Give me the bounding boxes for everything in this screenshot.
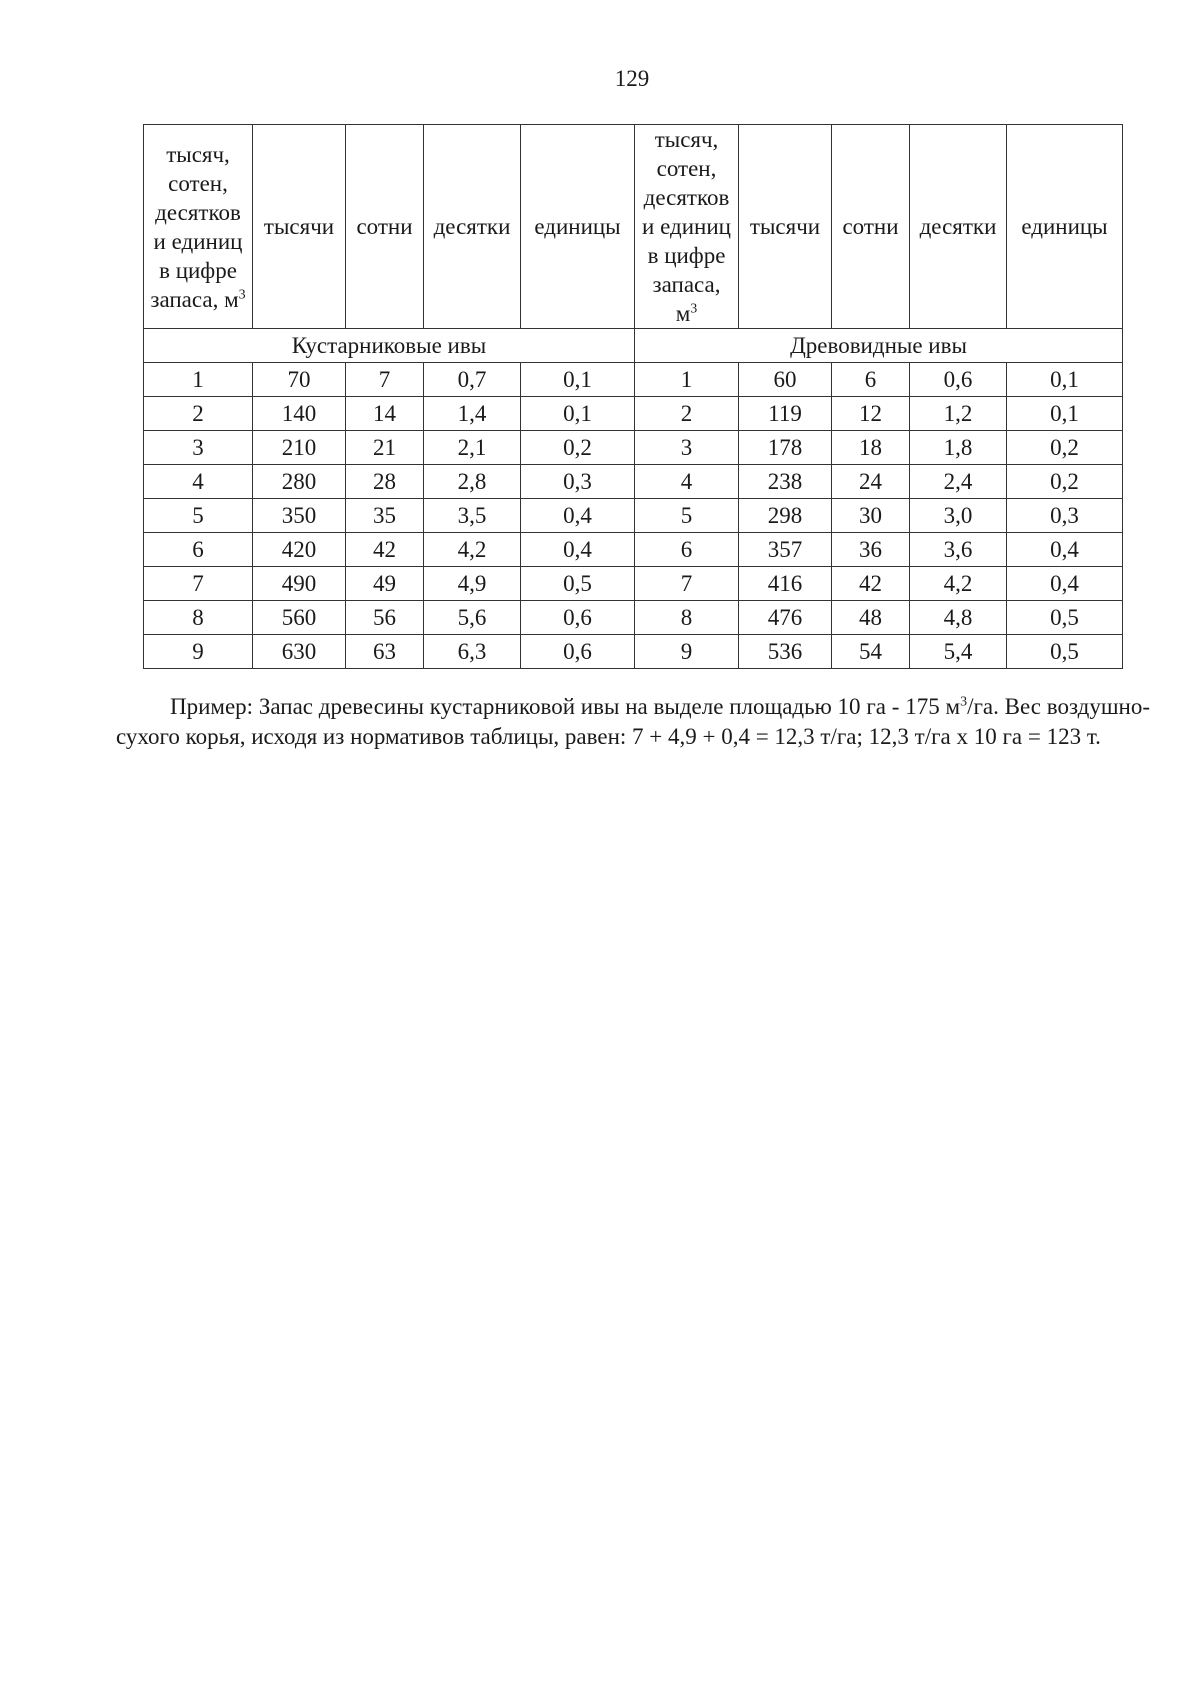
cell-left-units: 0,4 [521, 533, 635, 567]
cell-right-hundreds: 24 [832, 465, 910, 499]
cell-right-stock-digit: 3 [635, 431, 739, 465]
bark-yield-table [143, 124, 1123, 669]
section-tree-willows: Древовидные ивы [635, 329, 1123, 363]
cell-right-thousands: 298 [739, 499, 832, 533]
header-line: и единиц [642, 214, 731, 239]
table-row [144, 363, 1123, 397]
cell-left-units: 0,5 [521, 567, 635, 601]
cell-right-thousands: 238 [739, 465, 832, 499]
header-units-left: единицы [521, 125, 635, 329]
cell-right-thousands: 476 [739, 601, 832, 635]
cell-left-thousands: 350 [253, 499, 346, 533]
cubic-exponent: 3 [690, 301, 698, 317]
header-line: запаса, [652, 272, 721, 297]
cell-left-hundreds: 56 [346, 601, 424, 635]
cell-left-hundreds: 28 [346, 465, 424, 499]
header-thousands-right: тысячи [739, 125, 832, 329]
cell-left-units: 0,2 [521, 431, 635, 465]
table-row [144, 431, 1123, 465]
cell-right-units: 0,5 [1007, 635, 1123, 669]
header-line: тысяч, [654, 127, 719, 152]
cell-left-tens: 5,6 [424, 601, 521, 635]
cell-left-hundreds: 21 [346, 431, 424, 465]
header-hundreds-right: сотни [832, 125, 910, 329]
cell-left-thousands: 630 [253, 635, 346, 669]
page-number: 129 [614, 66, 650, 91]
cell-right-stock-digit: 5 [635, 499, 739, 533]
cell-left-hundreds: 14 [346, 397, 424, 431]
header-line: запаса, м [150, 286, 239, 312]
cell-left-tens: 4,2 [424, 533, 521, 567]
cubic-exponent: 3 [960, 694, 968, 710]
cell-right-hundreds: 30 [832, 499, 910, 533]
cell-left-stock-digit: 9 [144, 635, 253, 669]
table-row [144, 397, 1123, 431]
cell-right-tens: 4,8 [910, 601, 1007, 635]
cell-right-units: 0,2 [1007, 465, 1123, 499]
section-row [144, 329, 1123, 363]
header-units-right: единицы [1007, 125, 1123, 329]
table-row [144, 465, 1123, 499]
cell-left-stock-digit: 4 [144, 465, 253, 499]
cell-right-stock-digit: 8 [635, 601, 739, 635]
header-thousands-left: тысячи [253, 125, 346, 329]
cubic-exponent: 3 [238, 286, 246, 302]
header-line: сотен, [168, 170, 228, 196]
cell-right-thousands: 60 [739, 363, 832, 397]
header-line: десятков [155, 199, 241, 225]
cell-right-tens: 3,6 [910, 533, 1007, 567]
cell-left-tens: 6,3 [424, 635, 521, 669]
header-tens-right: десятки [910, 125, 1007, 329]
cell-left-units: 0,4 [521, 499, 635, 533]
cell-right-units: 0,4 [1007, 533, 1123, 567]
header-tens-left: десятки [424, 125, 521, 329]
cell-right-stock-digit: 9 [635, 635, 739, 669]
cell-right-hundreds: 12 [832, 397, 910, 431]
cell-right-tens: 5,4 [910, 635, 1007, 669]
table-row [144, 601, 1123, 635]
cell-left-thousands: 70 [253, 363, 346, 397]
cell-left-hundreds: 42 [346, 533, 424, 567]
header-line: в цифре [647, 243, 726, 268]
header-line: сотен, [656, 156, 717, 181]
cell-right-hundreds: 48 [832, 601, 910, 635]
table-row [144, 567, 1123, 601]
cell-right-hundreds: 6 [832, 363, 910, 397]
cell-right-hundreds: 18 [832, 431, 910, 465]
table-header-row [144, 125, 1123, 329]
cell-right-units: 0,2 [1007, 431, 1123, 465]
cell-left-units: 0,6 [521, 635, 635, 669]
cell-left-stock-digit: 2 [144, 397, 253, 431]
table-body [144, 363, 1123, 669]
cell-right-stock-digit: 1 [635, 363, 739, 397]
cell-right-tens: 4,2 [910, 567, 1007, 601]
cell-right-units: 0,4 [1007, 567, 1123, 601]
cell-right-thousands: 178 [739, 431, 832, 465]
cell-left-thousands: 210 [253, 431, 346, 465]
table-row [144, 533, 1123, 567]
table-row [144, 499, 1123, 533]
cell-left-thousands: 420 [253, 533, 346, 567]
cell-right-stock-digit: 2 [635, 397, 739, 431]
cell-left-thousands: 560 [253, 601, 346, 635]
header-stock-digits-right [635, 125, 739, 329]
header-stock-digits-left [144, 125, 253, 329]
example-text: Пример: Запас древесины кустарниковой ивы на выделе площадью 10 га - 175 м [170, 694, 961, 719]
cell-left-tens: 3,5 [424, 499, 521, 533]
cell-right-thousands: 536 [739, 635, 832, 669]
cell-right-thousands: 357 [739, 533, 832, 567]
cell-right-tens: 0,6 [910, 363, 1007, 397]
cell-left-stock-digit: 3 [144, 431, 253, 465]
cell-left-stock-digit: 5 [144, 499, 253, 533]
header-hundreds-left: сотни [346, 125, 424, 329]
cell-right-thousands: 119 [739, 397, 832, 431]
cell-right-stock-digit: 4 [635, 465, 739, 499]
cell-right-thousands: 416 [739, 567, 832, 601]
section-shrub-willows: Кустарниковые ивы [144, 329, 635, 363]
cell-left-units: 0,6 [521, 601, 635, 635]
cell-right-tens: 2,4 [910, 465, 1007, 499]
cell-right-tens: 3,0 [910, 499, 1007, 533]
cell-left-tens: 2,8 [424, 465, 521, 499]
cell-left-thousands: 140 [253, 397, 346, 431]
cell-left-hundreds: 7 [346, 363, 424, 397]
cell-left-units: 0,1 [521, 397, 635, 431]
cell-left-tens: 1,4 [424, 397, 521, 431]
cell-left-tens: 0,7 [424, 363, 521, 397]
header-line: м [675, 301, 691, 326]
cell-right-units: 0,1 [1007, 397, 1123, 431]
cell-right-tens: 1,8 [910, 431, 1007, 465]
cell-left-stock-digit: 8 [144, 601, 253, 635]
cell-left-thousands: 280 [253, 465, 346, 499]
cell-left-hundreds: 63 [346, 635, 424, 669]
cell-left-stock-digit: 1 [144, 363, 253, 397]
cell-right-hundreds: 54 [832, 635, 910, 669]
cell-left-hundreds: 49 [346, 567, 424, 601]
cell-left-stock-digit: 7 [144, 567, 253, 601]
cell-right-units: 0,5 [1007, 601, 1123, 635]
cell-right-stock-digit: 6 [635, 533, 739, 567]
cell-left-units: 0,3 [521, 465, 635, 499]
cell-right-stock-digit: 7 [635, 567, 739, 601]
header-line: тысяч, [166, 141, 230, 167]
cell-right-tens: 1,2 [910, 397, 1007, 431]
cell-left-units: 0,1 [521, 363, 635, 397]
example-text-continued: /га. Вес воздушно-сухого корья, исходя из нормативов таблицы, равен: 7 + 4,9 + 0,4 = 12,3 т/га; 12,3 т/га х 10 га = 123 т. [116, 694, 1150, 749]
cell-right-units: 0,3 [1007, 499, 1123, 533]
cell-left-stock-digit: 6 [144, 533, 253, 567]
cell-right-hundreds: 42 [832, 567, 910, 601]
cell-left-hundreds: 35 [346, 499, 424, 533]
cell-left-tens: 2,1 [424, 431, 521, 465]
table-row [144, 635, 1123, 669]
cell-right-units: 0,1 [1007, 363, 1123, 397]
header-line: в цифре [159, 257, 237, 283]
header-line: десятков [643, 185, 730, 210]
cell-left-thousands: 490 [253, 567, 346, 601]
header-line: и единиц [153, 228, 243, 254]
cell-right-hundreds: 36 [832, 533, 910, 567]
cell-left-tens: 4,9 [424, 567, 521, 601]
example-paragraph [116, 692, 1150, 752]
